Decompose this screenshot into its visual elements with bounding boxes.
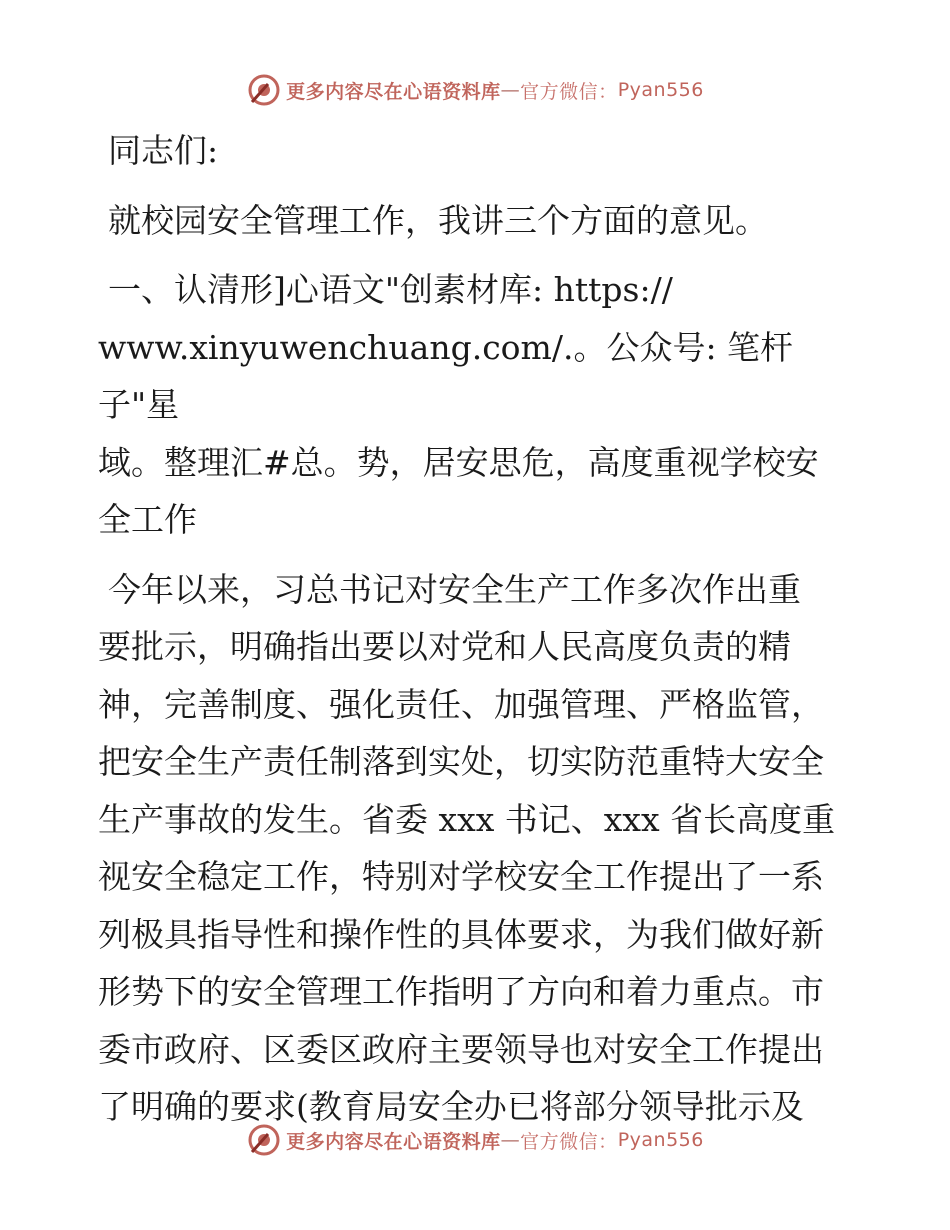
- body-line: 形势下的安全管理工作指明了方向和着力重点。市: [98, 972, 824, 1011]
- section-heading-1: [98, 261, 858, 549]
- footer-watermark-banner: [0, 1118, 950, 1162]
- section-line: www.xinyuwenchuang.com/.。公众号: 笔杆子"星: [98, 327, 794, 424]
- brand-logo-icon: [246, 72, 282, 108]
- body-paragraph: [98, 561, 858, 1136]
- banner-dash: —: [500, 1129, 521, 1151]
- intro-paragraph: 就校园安全管理工作，我讲三个方面的意见。: [108, 200, 768, 240]
- document-body: [98, 122, 858, 1136]
- section-line: 域。整理汇#总。势，居安思危，高度重视学校安: [98, 442, 819, 482]
- banner-title: 更多内容尽在心语资料库: [286, 1130, 501, 1153]
- body-line: 视安全稳定工作，特别对学校安全工作提出了一系: [98, 857, 824, 896]
- section-line: 一、认清形]心语文"创素材库: https://: [108, 270, 673, 309]
- banner-wechat-id: Pyan556: [617, 79, 704, 101]
- banner-dash: —: [500, 79, 521, 101]
- body-line: 把安全生产责任制落到实处，切实防范重特大安全: [98, 742, 824, 781]
- banner-title: 更多内容尽在心语资料库: [286, 80, 501, 103]
- banner-wechat-label: 官方微信：: [520, 1130, 618, 1153]
- body-line: 列极具指导性和操作性的具体要求，为我们做好新: [98, 914, 824, 954]
- body-line: 神，完善制度、强化责任、加强管理、严格监管，: [98, 684, 824, 724]
- body-line: 了明确的要求(教育局安全办已将部分领导批示及: [98, 1087, 804, 1126]
- body-line: 生产事故的发生。省委 xxx 书记、xxx 省长高度重: [98, 799, 836, 839]
- section-line: 全工作: [98, 500, 197, 539]
- banner-wechat-id: Pyan556: [617, 1129, 704, 1151]
- brand-logo-icon: [246, 1122, 282, 1158]
- banner-wechat-label: 官方微信：: [520, 80, 618, 103]
- header-watermark-banner: [0, 68, 950, 112]
- body-line: 要批示，明确指出要以对党和人民高度负责的精: [98, 627, 791, 666]
- salutation: 同志们:: [108, 131, 219, 170]
- body-line: 委市政府、区委区政府主要领导也对安全工作提出: [98, 1029, 824, 1069]
- body-line: 今年以来，习总书记对安全生产工作多次作出重: [108, 569, 801, 609]
